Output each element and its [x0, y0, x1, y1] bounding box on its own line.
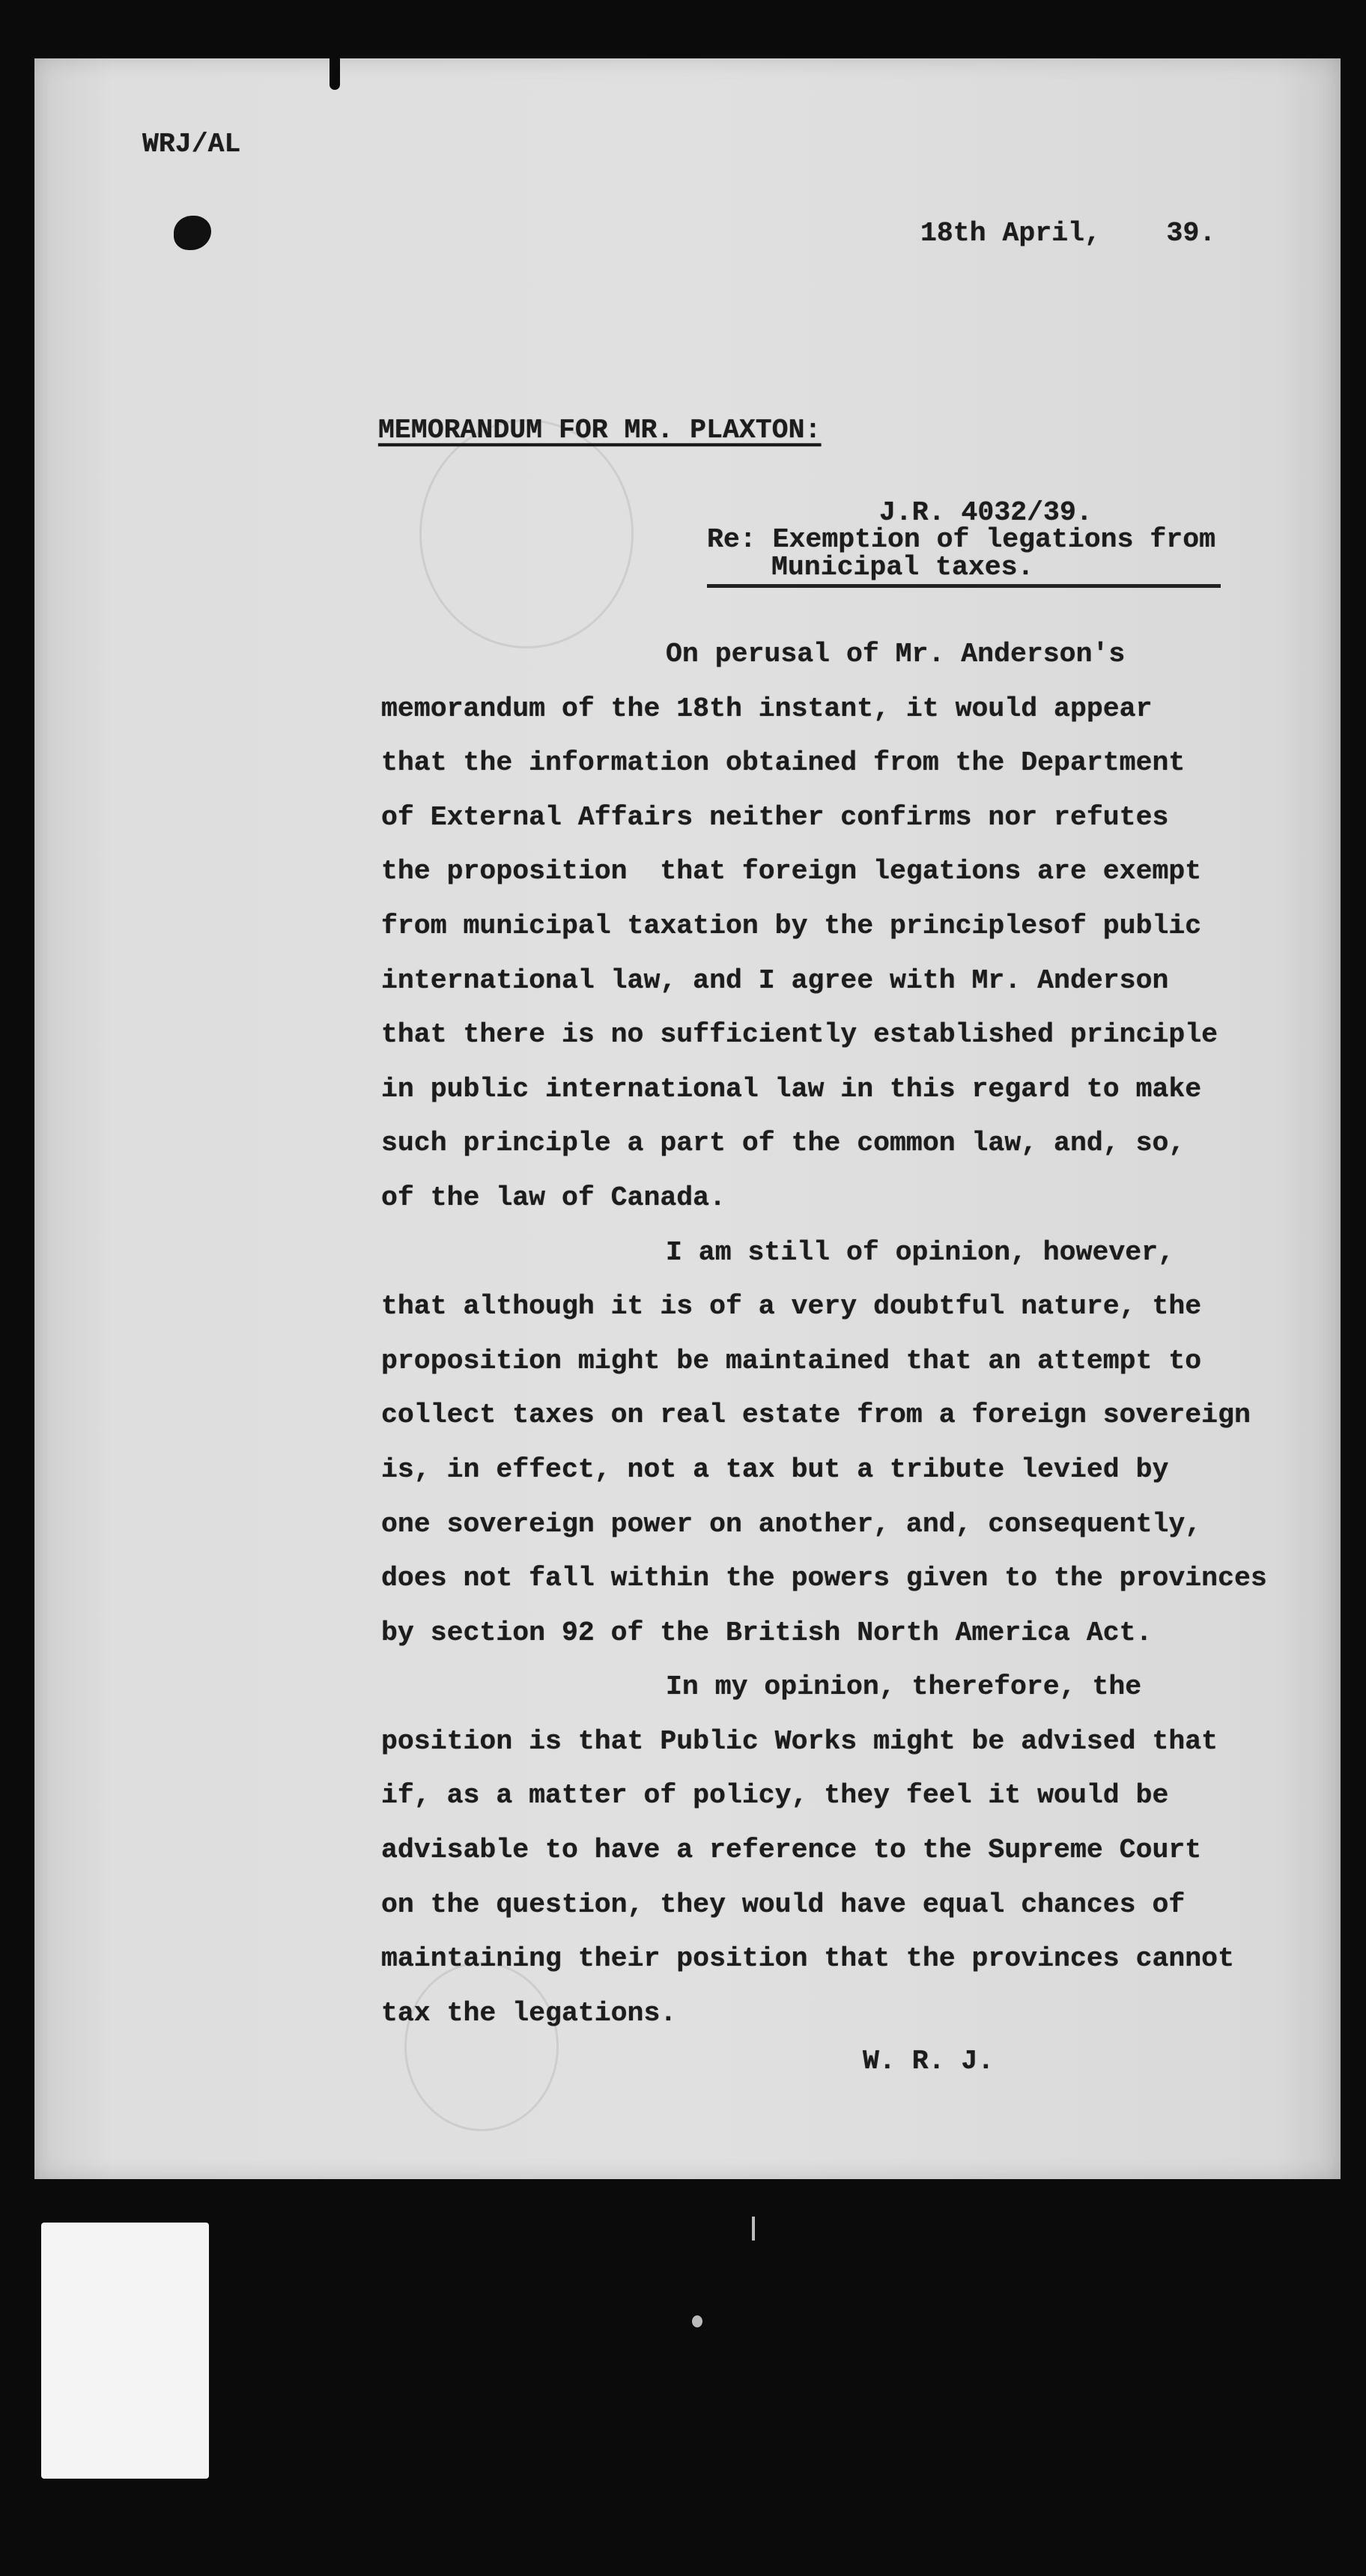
body-line: by section 92 of the British North America Act.	[381, 1617, 1153, 1648]
signature-initials: W. R. J.	[863, 2046, 995, 2077]
body-line: that although it is of a very doubtful nature, the	[381, 1291, 1202, 1322]
body-line: international law, and I agree with Mr. Anderson	[381, 965, 1169, 996]
body-line: that there is no sufficiently established principle	[381, 1019, 1218, 1051]
memo-date: 18th April, 39.	[920, 218, 1216, 249]
paper-notch	[330, 52, 340, 90]
body-line: that the information obtained from the Department	[381, 747, 1186, 779]
calibration-card	[41, 2223, 209, 2479]
scan-artifact	[752, 2217, 755, 2241]
body-line: on the question, they would have equal chances of	[381, 1889, 1186, 1920]
body-line: of the law of Canada.	[381, 1182, 726, 1213]
body-line: memorandum of the 18th instant, it would appear	[381, 693, 1153, 724]
body-line: proposition might be maintained that an attempt to	[381, 1345, 1202, 1376]
reference-initials: WRJ/AL	[142, 129, 241, 160]
body-line: the proposition that foreign legations are exempt	[381, 856, 1202, 887]
body-line: position is that Public Works might be advised that	[381, 1725, 1218, 1757]
memo-body	[381, 628, 1267, 2041]
body-line: of External Affairs neither confirms nor refutes	[381, 801, 1169, 833]
body-line: tax the legations.	[381, 1997, 677, 2029]
body-line: I am still of opinion, however,	[666, 1236, 1175, 1268]
body-line: if, as a matter of policy, they feel it would be	[381, 1780, 1169, 1811]
file-reference: J.R. 4032/39.	[879, 497, 1093, 528]
faint-stamp	[419, 419, 634, 648]
body-line: does not fall within the powers given to the provinces	[381, 1563, 1267, 1594]
subject-underline	[707, 584, 1221, 588]
subject-line-2: Municipal taxes.	[771, 552, 1034, 583]
body-line: On perusal of Mr. Anderson's	[666, 639, 1126, 669]
body-line: such principle a part of the common law, and, so,	[381, 1128, 1186, 1159]
body-line: from municipal taxation by the principlesof public	[381, 910, 1202, 941]
body-line: in public international law in this regard to make	[381, 1073, 1202, 1105]
memo-title: MEMORANDUM FOR MR. PLAXTON:	[378, 415, 822, 446]
body-line: one sovereign power on another, and, consequently,	[381, 1508, 1202, 1540]
body-line: is, in effect, not a tax but a tribute levied by	[381, 1453, 1169, 1485]
subject-line-1: Re: Exemption of legations from	[707, 524, 1216, 555]
body-line: advisable to have a reference to the Supreme Court	[381, 1835, 1202, 1866]
body-line: collect taxes on real estate from a foreign sovereign	[381, 1400, 1251, 1431]
body-line: In my opinion, therefore, the	[666, 1671, 1142, 1703]
body-line: maintaining their position that the provinces cannot	[381, 1943, 1234, 1975]
scan-artifact	[692, 2315, 702, 2327]
